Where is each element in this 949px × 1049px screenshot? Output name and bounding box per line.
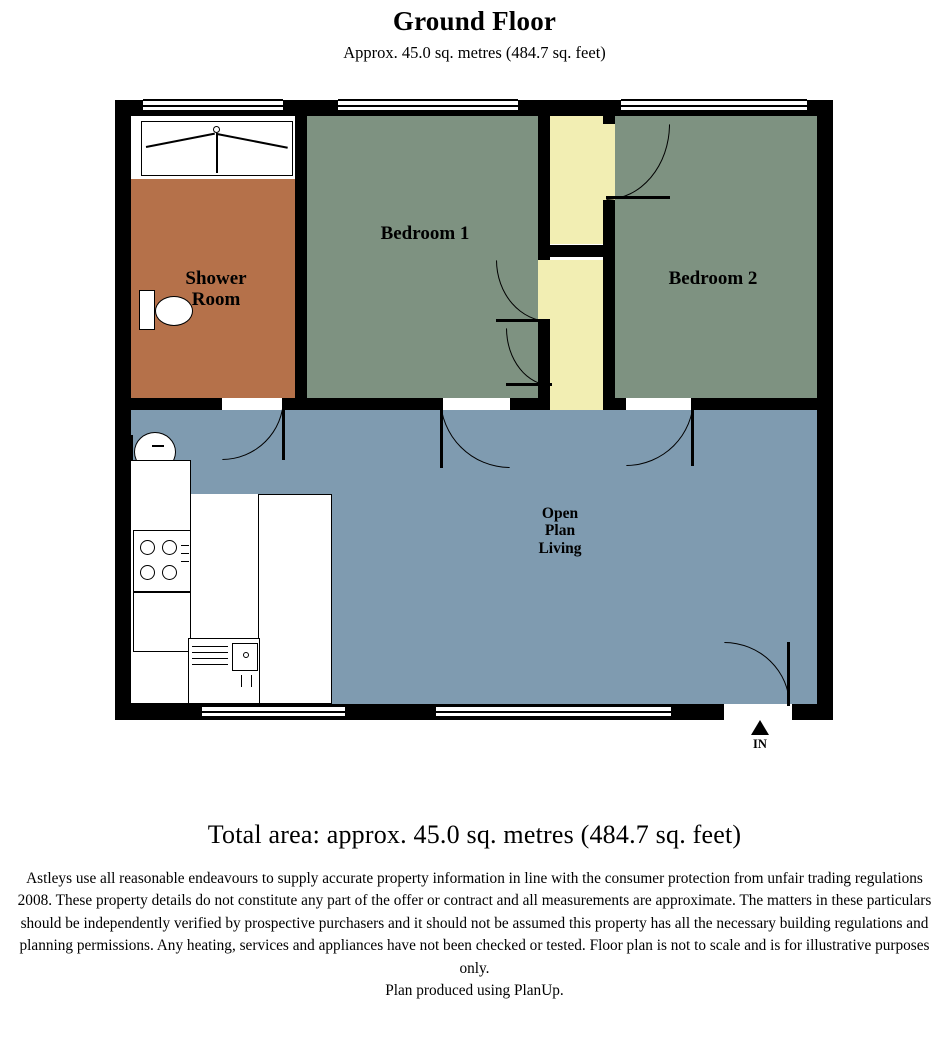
room-label-open-plan-living [470, 505, 650, 557]
door-leaf-bedroom1 [440, 398, 443, 468]
wall-upper-lower-bed1 [301, 398, 549, 410]
sink-drainer-line-4 [192, 664, 228, 665]
room-label-shower-room [131, 268, 301, 311]
kitchen-sink-plug-icon [243, 652, 249, 658]
tall-unit [258, 494, 332, 704]
sink-tap-right [251, 675, 252, 687]
hob-ring-1 [140, 540, 155, 555]
room-hallway-fill-lower [549, 260, 604, 410]
hob-ring-2 [162, 540, 177, 555]
page-title: Ground Floor [392, 6, 557, 36]
window-bedroom1 [338, 99, 518, 112]
sink-drainer-line-1 [192, 646, 228, 647]
sink-drainer-line-3 [192, 658, 228, 659]
hob-control-line-2 [181, 553, 189, 554]
hob-control-line-3 [181, 561, 189, 562]
door-leaf-bedroom2 [691, 398, 694, 466]
doorway-entrance [724, 704, 792, 720]
room-label-living-line2: Plan [544, 522, 576, 540]
entrance-marker [735, 720, 785, 752]
room-label-bedroom2 [609, 268, 817, 289]
door-leaf-shower-room [282, 398, 285, 460]
page-subtitle: Approx. 45.0 sq. metres (484.7 sq. feet) [343, 43, 606, 62]
room-label-living-line3: Living [538, 539, 582, 557]
wash-basin-tap [152, 445, 164, 447]
room-label-bedroom1 [306, 223, 544, 244]
hob-control-line-1 [181, 545, 189, 546]
disclaimer-text: Astleys use all reasonable endeavours to supply accurate property information in line with the consumer protection from unfair trading regulations 2008. These property details do not constitute any part of the offer or contract and all measurements are approximate. The matters in these particulars should be independently verified by prospective purchasers and it should not be assumed this property has all the necessary building regulations and planning permissions. Any heating, services and appliances have not been checked or tested. Floor plan is not to scale and is for illustrative purposes only. [17, 870, 932, 977]
entrance-arrow-icon [751, 720, 769, 735]
room-hallway-fill-upper [549, 116, 604, 244]
hob-ring-4 [162, 565, 177, 580]
bath-line-center [216, 133, 218, 173]
room-label-bedroom1-text: Bedroom 1 [380, 223, 470, 244]
door-leaf-entrance [787, 642, 790, 706]
window-living-left [202, 705, 345, 718]
window-shower-room [143, 99, 283, 112]
oven-fixture [133, 592, 191, 652]
door-leaf-hallway-lower [506, 383, 552, 386]
door-leaf-hall-bedroom2 [606, 196, 670, 199]
sink-tap-left [241, 675, 242, 687]
produced-by-text: Plan produced using PlanUp. [385, 982, 564, 1000]
window-living-right [436, 705, 671, 718]
total-area-text: Total area: approx. 45.0 sq. metres (484.7 sq. feet) [207, 820, 742, 849]
plan-footer [0, 820, 949, 1000]
entrance-label: IN [753, 737, 767, 751]
wall-shower-bedroom1 [295, 116, 307, 410]
room-label-shower-line1: Shower [185, 268, 247, 289]
room-label-living-line1: Open [541, 505, 579, 522]
room-label-shower-line2: Room [191, 289, 241, 311]
hob-ring-3 [140, 565, 155, 580]
plan-header [0, 0, 949, 63]
sink-drainer-line-2 [192, 652, 228, 653]
wall-hallway-cross [549, 245, 615, 257]
room-label-bedroom2-text: Bedroom 2 [668, 268, 758, 289]
floor-plan-canvas [0, 90, 949, 770]
window-bedroom2 [621, 99, 807, 112]
door-leaf-hall-bedroom1 [496, 319, 550, 322]
